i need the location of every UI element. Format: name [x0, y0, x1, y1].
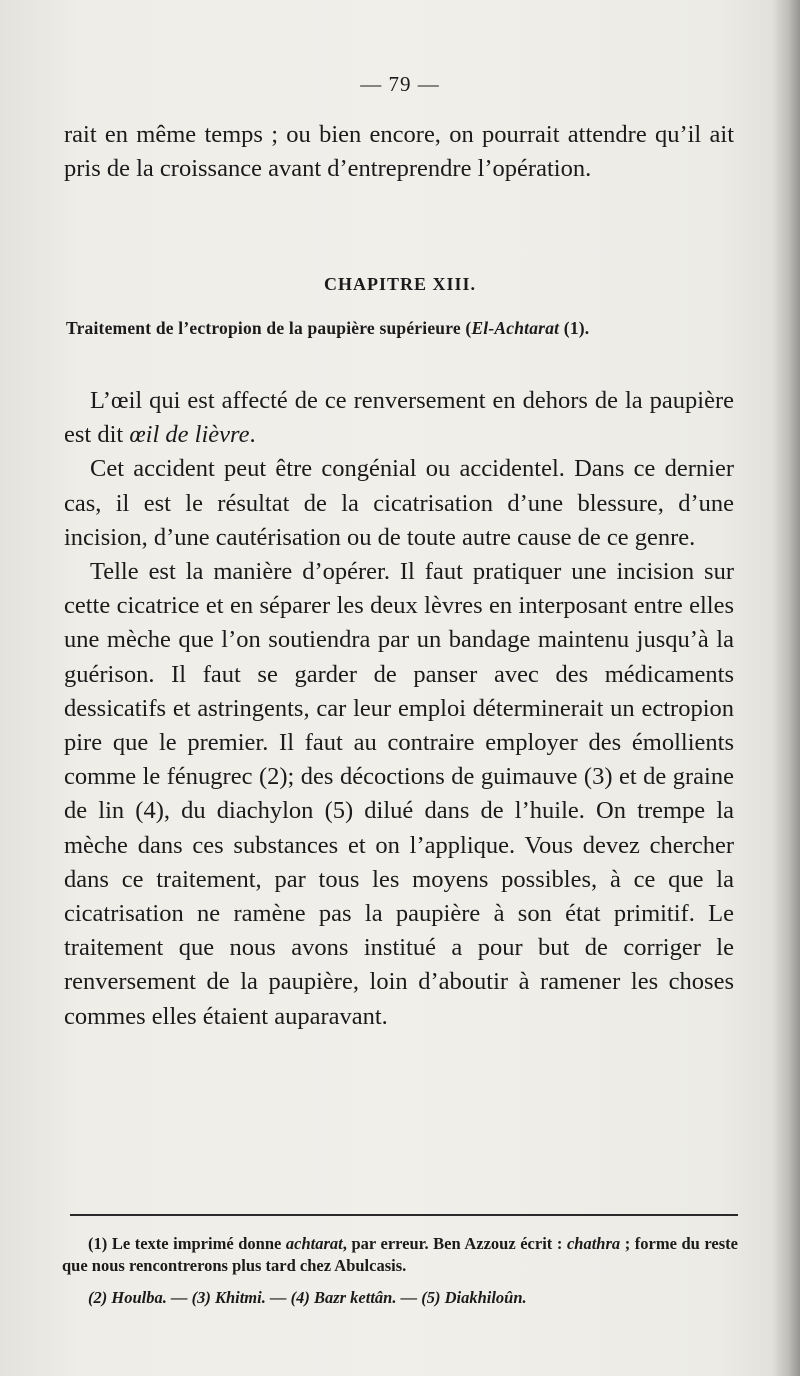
chapter-body	[64, 384, 734, 1034]
paragraph-2: Cet accident peut être congénial ou accidentel. Dans ce dernier cas, il est le résultat de la cicatrisation d’une blessure, d’une incision, d’une cautérisation ou de toute autre cause de ce genre.	[64, 455, 734, 551]
paragraph-1-tail: .	[249, 421, 256, 449]
footnote-1-term-2: chathra	[566, 1234, 621, 1253]
paragraph-3: Telle est la manière d’opérer. Il faut pratiquer une incision sur cette cicatrice et en séparer les deux lèvres en interposant entre elles une mèche que l’on soutiendra par un bandage maintenu jusqu’à la guérison. Il faut se garder de panser avec des médicaments dessicatifs et astringents, car leur emploi déterminerait un ectropion pire que le premier. Il faut au contraire employer des émollients comme le fénugrec (2); des décoctions de guimauve (3) et de graine de lin (4), du diachylon (5) dilué dans de l’huile. On trempe la mèche dans ces substances et on l’applique. Vous devez chercher dans ce traitement, par tous les moyens possibles, à ce que la cicatrisation ne ramène pas la paupière à son état primitif. Le traitement que nous avons institué a pour but de corriger le renversement de la paupière, loin d’aboutir à ramener les choses commes elles étaient auparavant.	[64, 558, 734, 1030]
chapter-subtitle-term: El-Achtarat	[471, 318, 560, 338]
page-edge-shadow	[772, 0, 800, 1376]
paragraph-1	[64, 384, 734, 452]
continuation-paragraph: rait en même temps ; ou bien encore, on pourrait attendre qu’il ait pris de la croissance avant d’entreprendre l’opération.	[64, 121, 734, 183]
page-number: — 79 —	[360, 72, 440, 96]
paragraph-1-lead: L’œil qui est affecté de ce renversement en dehors de la paupière est dit	[64, 387, 734, 449]
footnote-1-term-1: achtarat	[285, 1234, 343, 1253]
footnote-1-mid: , par erreur. Ben Azzouz écrit :	[342, 1234, 567, 1253]
paragraph-1-term: œil de lièvre	[129, 421, 250, 449]
footnotes	[62, 1233, 738, 1309]
footnote-2: (2) Houlba. — (3) Khitmi. — (4) Bazr kettân. — (5) Diakhiloûn.	[88, 1288, 527, 1307]
chapter-subtitle-text: Traitement de l’ectropion de la paupière supérieure (	[66, 318, 472, 338]
chapter-title: CHAPITRE XIII.	[323, 274, 477, 294]
chapter-subtitle-ref: (1).	[559, 318, 590, 338]
continuation-text	[64, 118, 734, 186]
footnote-divider	[70, 1214, 738, 1216]
footnote-1	[62, 1233, 738, 1277]
chapter-subtitle	[66, 318, 736, 339]
footnote-1-tail: ; forme du reste que nous rencontrerons plus tard chez Abulcasis.	[62, 1234, 738, 1275]
footnote-1-lead: (1) Le texte imprimé donne	[88, 1234, 286, 1253]
